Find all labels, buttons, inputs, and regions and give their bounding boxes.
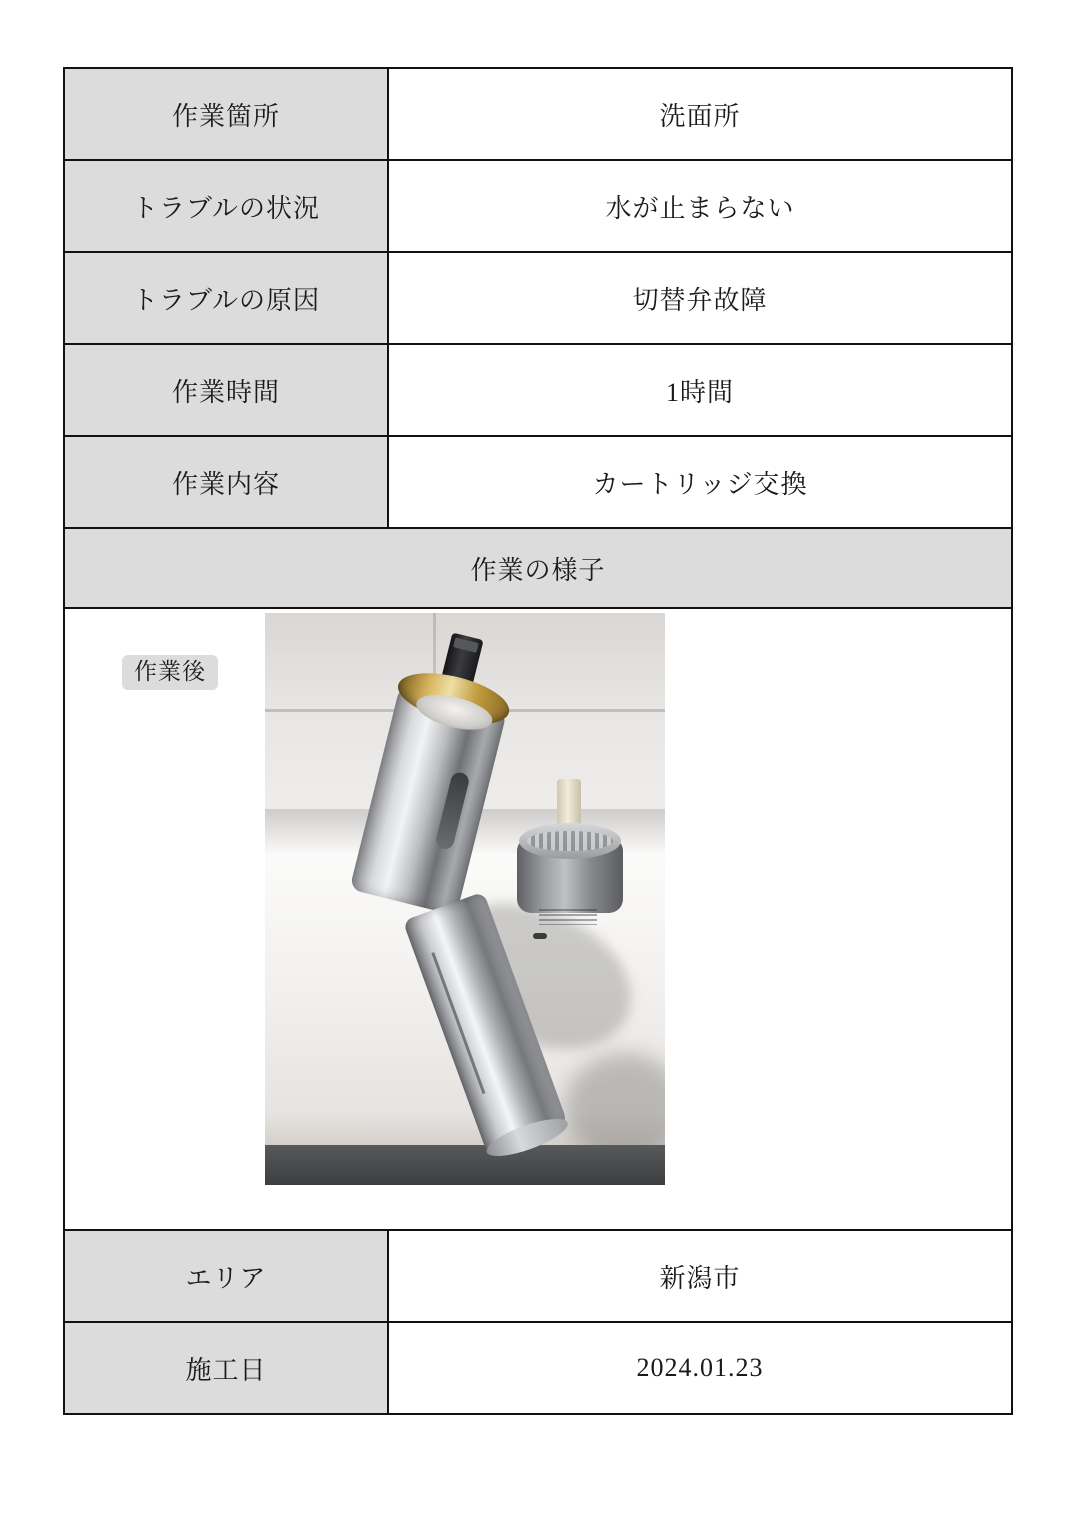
row-value-trouble-cause: 切替弁故障 xyxy=(388,252,1012,344)
table-row xyxy=(64,436,1012,528)
row-label-work-detail: 作業内容 xyxy=(64,436,388,528)
cartridge-marking xyxy=(539,909,597,925)
row-value-work-time: 1時間 xyxy=(388,344,1012,436)
row-label-trouble-status: トラブルの状況 xyxy=(64,160,388,252)
work-report-table xyxy=(63,67,1013,1415)
photo-wrapper xyxy=(65,609,1011,1229)
table-row xyxy=(64,528,1012,608)
work-cloth xyxy=(265,1145,665,1185)
row-value-construction-date: 2024.01.23 xyxy=(388,1322,1012,1414)
table-row xyxy=(64,608,1012,1230)
photo-cell xyxy=(64,608,1012,1230)
status-badge-after: 作業後 xyxy=(122,655,218,690)
table-row xyxy=(64,344,1012,436)
table-row xyxy=(64,68,1012,160)
faucet-slot xyxy=(434,771,470,851)
cartridge-teeth xyxy=(527,831,613,851)
section-header-work-photos: 作業の様子 xyxy=(64,528,1012,608)
cartridge-tab xyxy=(533,933,547,939)
table-row xyxy=(64,252,1012,344)
row-value-area: 新潟市 xyxy=(388,1230,1012,1322)
table-row xyxy=(64,1230,1012,1322)
cartridge-part xyxy=(517,801,623,919)
row-label-trouble-cause: トラブルの原因 xyxy=(64,252,388,344)
row-label-area: エリア xyxy=(64,1230,388,1322)
row-label-work-time: 作業時間 xyxy=(64,344,388,436)
row-value-trouble-status: 水が止まらない xyxy=(388,160,1012,252)
row-label-location: 作業箇所 xyxy=(64,68,388,160)
row-value-location: 洗面所 xyxy=(388,68,1012,160)
table-row xyxy=(64,160,1012,252)
row-label-construction-date: 施工日 xyxy=(64,1322,388,1414)
table-row xyxy=(64,1322,1012,1414)
row-value-work-detail: カートリッジ交換 xyxy=(388,436,1012,528)
work-photo xyxy=(265,613,665,1185)
